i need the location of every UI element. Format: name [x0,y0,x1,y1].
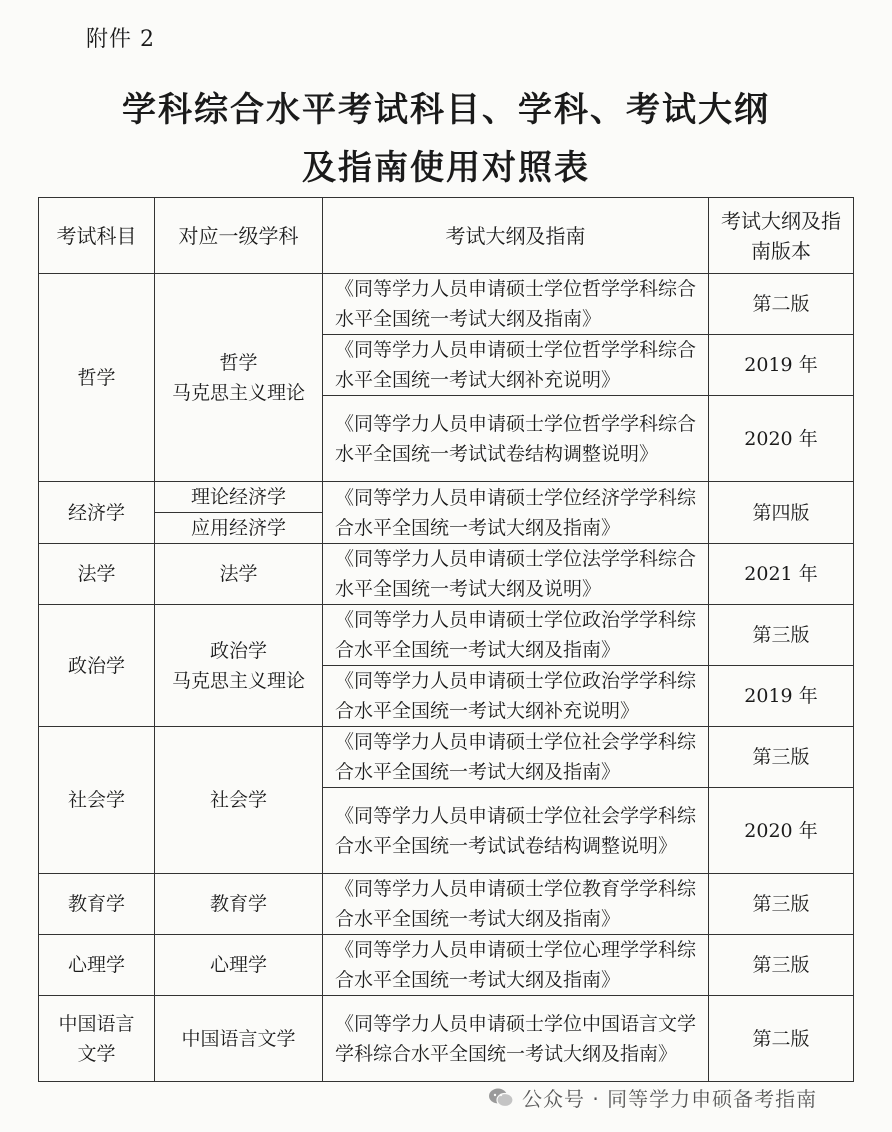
version-cell: 第三版 [709,935,854,996]
discipline-cell: 哲学 马克思主义理论 [155,274,323,482]
table-row [39,274,854,335]
header-discipline: 对应一级学科 [155,198,323,274]
version-cell: 2020 年 [709,396,854,482]
version-cell: 2019 年 [709,666,854,727]
header-subject: 考试科目 [39,198,155,274]
subject-cell: 中国语言 文学 [39,996,155,1082]
syllabus-cell: 《同等学力人员申请硕士学位哲学学科综合水平全国统一考试大纲补充说明》 [323,335,709,396]
syllabus-cell: 《同等学力人员申请硕士学位经济学学科综合水平全国统一考试大纲及指南》 [323,482,709,544]
wechat-icon [488,1087,514,1109]
attachment-label: 附件 2 [86,27,155,52]
syllabus-cell: 《同等学力人员申请硕士学位法学学科综合水平全国统一考试大纲及说明》 [323,544,709,605]
subject-cell: 政治学 [39,605,155,727]
table-row [39,935,854,996]
discipline-cell: 心理学 [155,935,323,996]
comparison-table [38,197,854,1082]
version-cell: 2019 年 [709,335,854,396]
discipline-cell: 教育学 [155,874,323,935]
watermark [488,1083,817,1112]
discipline-cell: 社会学 [155,727,323,874]
subject-cell: 教育学 [39,874,155,935]
syllabus-cell: 《同等学力人员申请硕士学位中国语言文学学科综合水平全国统一考试大纲及指南》 [323,996,709,1082]
version-cell: 2021 年 [709,544,854,605]
subject-cell: 哲学 [39,274,155,482]
syllabus-cell: 《同等学力人员申请硕士学位社会学学科综合水平全国统一考试大纲及指南》 [323,727,709,788]
syllabus-cell: 《同等学力人员申请硕士学位心理学学科综合水平全国统一考试大纲及指南》 [323,935,709,996]
table-row [39,996,854,1082]
discipline-cell: 法学 [155,544,323,605]
header-version: 考试大纲及指南版本 [709,198,854,274]
discipline-cell: 理论经济学 [155,482,323,513]
version-cell: 第二版 [709,274,854,335]
version-cell: 第三版 [709,727,854,788]
version-cell: 第三版 [709,874,854,935]
syllabus-cell: 《同等学力人员申请硕士学位政治学学科综合水平全国统一考试大纲补充说明》 [323,666,709,727]
version-cell: 第三版 [709,605,854,666]
table-row [39,727,854,788]
table-row [39,874,854,935]
syllabus-cell: 《同等学力人员申请硕士学位哲学学科综合水平全国统一考试试卷结构调整说明》 [323,396,709,482]
discipline-cell: 政治学 马克思主义理论 [155,605,323,727]
discipline-cell: 应用经济学 [155,513,323,544]
subject-cell: 法学 [39,544,155,605]
version-cell: 2020 年 [709,788,854,874]
discipline-cell: 中国语言文学 [155,996,323,1082]
syllabus-cell: 《同等学力人员申请硕士学位社会学学科综合水平全国统一考试试卷结构调整说明》 [323,788,709,874]
table-row [39,544,854,605]
subject-cell: 社会学 [39,727,155,874]
version-cell: 第四版 [709,482,854,544]
table-row [39,605,854,666]
version-cell: 第二版 [709,996,854,1082]
syllabus-cell: 《同等学力人员申请硕士学位政治学学科综合水平全国统一考试大纲及指南》 [323,605,709,666]
table-header-row [39,198,854,274]
table-row [39,482,854,513]
page-title-line1: 学科综合水平考试科目、学科、考试大纲 [122,90,770,130]
subject-cell: 经济学 [39,482,155,544]
syllabus-cell: 《同等学力人员申请硕士学位哲学学科综合水平全国统一考试大纲及指南》 [323,274,709,335]
syllabus-cell: 《同等学力人员申请硕士学位教育学学科综合水平全国统一考试大纲及指南》 [323,874,709,935]
watermark-text: 公众号 · 同等学力申硕备考指南 [522,1087,818,1111]
header-syllabus: 考试大纲及指南 [323,198,709,274]
page-title-line2: 及指南使用对照表 [302,148,590,188]
subject-cell: 心理学 [39,935,155,996]
